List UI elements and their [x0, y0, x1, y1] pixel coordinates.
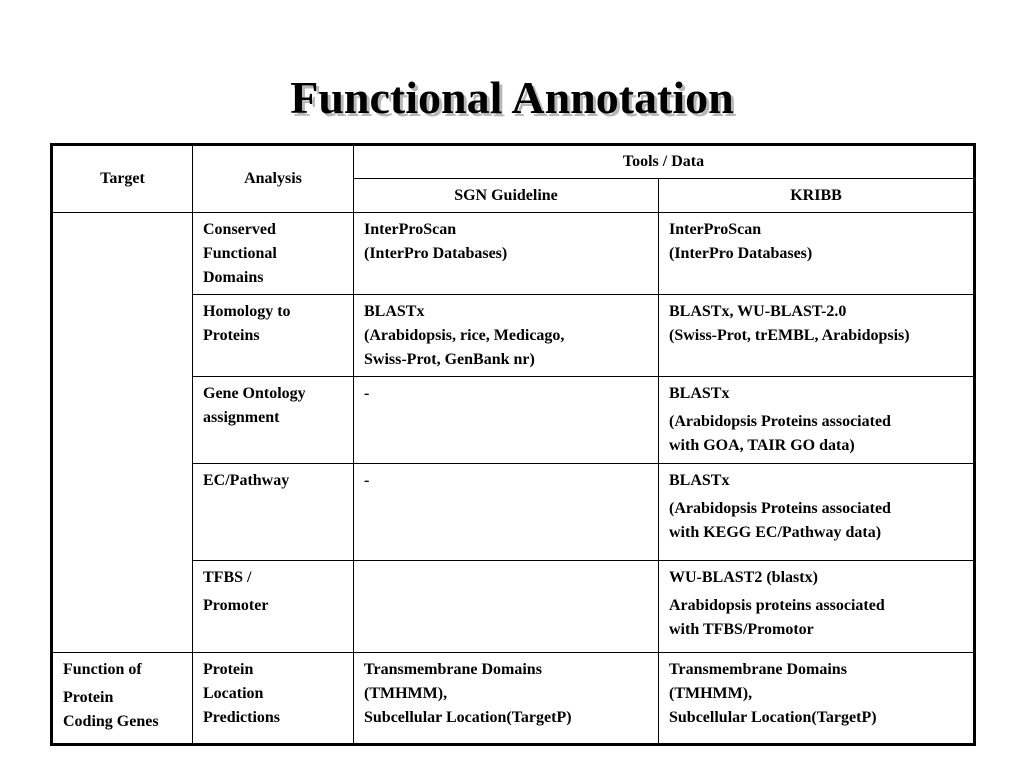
header-sgn-guideline: SGN Guideline: [354, 179, 659, 213]
kribb-line: with TFBS/Promotor: [669, 621, 814, 638]
sgn-line: (InterPro Databases): [364, 245, 508, 262]
kribb-line: with GOA, TAIR GO data): [669, 437, 855, 454]
analysis-line: Protein: [203, 661, 254, 678]
analysis-line: Gene Ontology: [203, 385, 306, 402]
kribb-line: Subcellular Location(TargetP): [669, 709, 877, 726]
sgn-cell: [354, 295, 659, 377]
kribb-line: BLASTx: [669, 472, 730, 489]
header-target: Target: [52, 145, 193, 213]
target-cell-empty: [52, 213, 193, 653]
kribb-line: (Arabidopsis Proteins associated: [669, 413, 891, 430]
header-kribb: KRIBB: [659, 179, 975, 213]
analysis-line: Conserved: [203, 221, 276, 238]
analysis-cell: [193, 377, 354, 464]
kribb-line: (Swiss-Prot, trEMBL, Arabidopsis): [669, 327, 910, 344]
analysis-line: TFBS /: [203, 569, 252, 586]
sgn-cell: [354, 653, 659, 745]
kribb-line: WU-BLAST2 (blastx): [669, 569, 818, 586]
target-line: Protein: [63, 689, 114, 706]
sgn-line: (TMHMM),: [364, 685, 448, 702]
analysis-cell: [193, 653, 354, 745]
target-line: Coding Genes: [63, 713, 159, 730]
target-cell: [52, 653, 193, 745]
kribb-line: (Arabidopsis Proteins associated: [669, 500, 891, 517]
header-row-top: [52, 145, 975, 179]
kribb-cell: [659, 377, 975, 464]
analysis-cell: [193, 464, 354, 561]
sgn-cell: [354, 213, 659, 295]
analysis-line: Proteins: [203, 327, 260, 344]
analysis-line: Location: [203, 685, 264, 702]
header-tools-data: Tools / Data: [354, 145, 975, 179]
kribb-cell: [659, 653, 975, 745]
table-row: [52, 653, 975, 745]
analysis-line: EC/Pathway: [203, 472, 290, 489]
sgn-line: -: [364, 472, 370, 489]
kribb-cell: [659, 213, 975, 295]
kribb-line: Transmembrane Domains: [669, 661, 847, 678]
sgn-line: -: [364, 385, 370, 402]
analysis-cell: [193, 561, 354, 653]
analysis-line: assignment: [203, 409, 280, 426]
slide-title: Functional Annotation: [290, 72, 734, 123]
annotation-table: [50, 143, 976, 746]
kribb-line: Arabidopsis proteins associated: [669, 597, 885, 614]
kribb-line: (TMHMM),: [669, 685, 753, 702]
kribb-line: InterProScan: [669, 221, 762, 238]
analysis-line: Domains: [203, 269, 264, 286]
sgn-line: (Arabidopsis, rice, Medicago,: [364, 327, 565, 344]
sgn-cell: [354, 377, 659, 464]
target-line: Function of: [63, 661, 142, 678]
sgn-cell-empty: [354, 561, 659, 653]
sgn-line: BLASTx: [364, 303, 425, 320]
table-row: [52, 213, 975, 295]
header-analysis: Analysis: [193, 145, 354, 213]
analysis-line: Functional: [203, 245, 277, 262]
kribb-line: (InterPro Databases): [669, 245, 813, 262]
sgn-line: Subcellular Location(TargetP): [364, 709, 572, 726]
sgn-cell: [354, 464, 659, 561]
sgn-line: Transmembrane Domains: [364, 661, 542, 678]
analysis-line: Predictions: [203, 709, 281, 726]
kribb-line: BLASTx, WU-BLAST-2.0: [669, 303, 847, 320]
kribb-line: BLASTx: [669, 385, 730, 402]
analysis-cell: [193, 213, 354, 295]
analysis-line: Homology to: [203, 303, 291, 320]
analysis-cell: [193, 295, 354, 377]
kribb-cell: [659, 295, 975, 377]
kribb-line: with KEGG EC/Pathway data): [669, 524, 882, 541]
analysis-line: Promoter: [203, 597, 269, 614]
kribb-cell: [659, 561, 975, 653]
sgn-line: Swiss-Prot, GenBank nr): [364, 351, 535, 368]
sgn-line: InterProScan: [364, 221, 457, 238]
kribb-cell: [659, 464, 975, 561]
